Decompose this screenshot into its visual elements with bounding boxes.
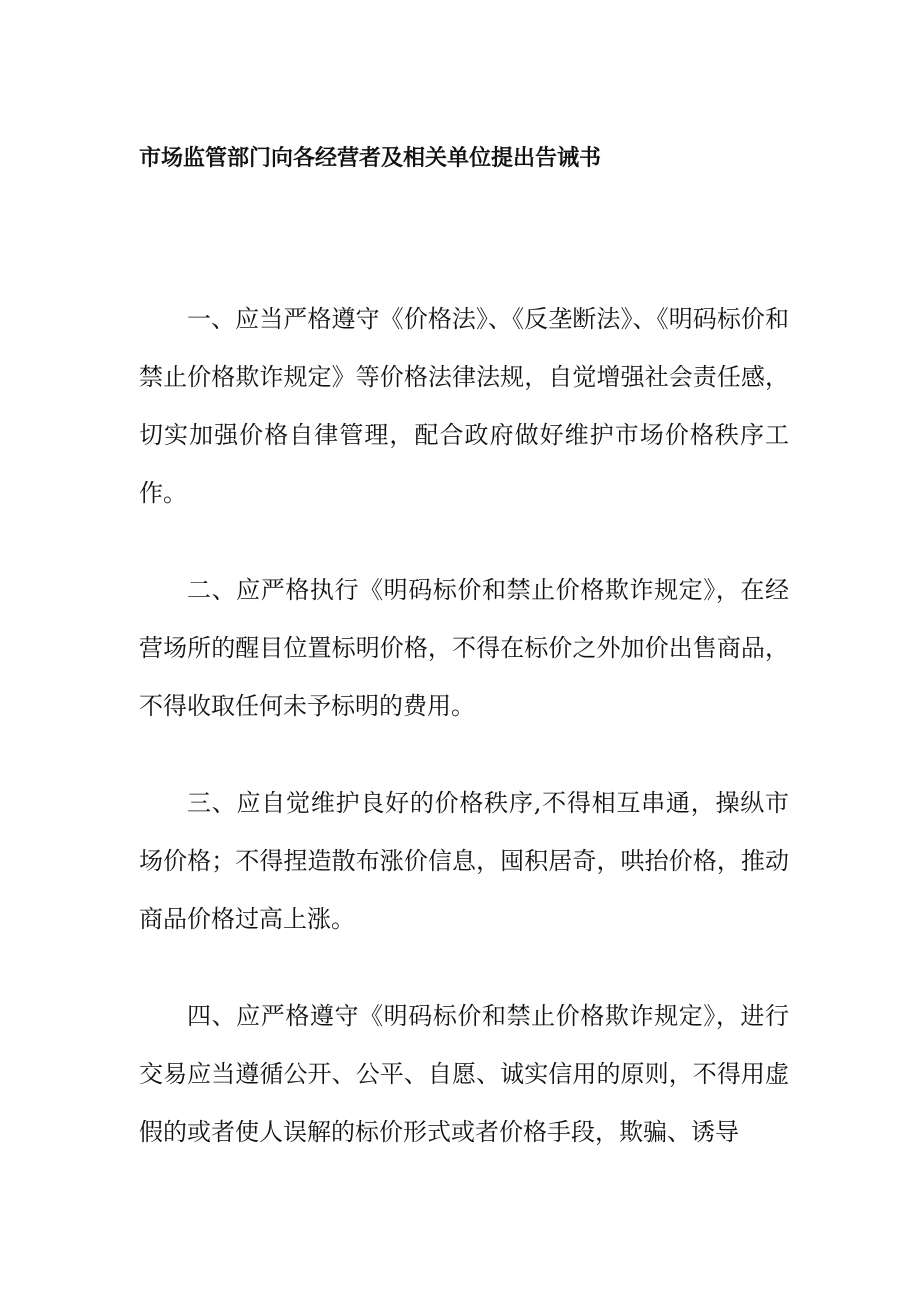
paragraph-3: 三、应自觉维护良好的价格秩序,不得相互串通，操纵市场价格；不得捏造散布涨价信息，囤积居奇，哄抬价格，推动商品价格过高上涨。 <box>139 789 789 933</box>
document-body <box>139 290 789 1161</box>
document-title: 市场监管部门向各经营者及相关单位提出告诫书 <box>139 146 602 171</box>
paragraph-2: 二、应严格执行《明码标价和禁止价格欺诈规定》，在经营场所的醒目位置标明价格，不得在标价之外加价出售商品，不得收取任何未予标明的费用。 <box>139 576 789 720</box>
paragraph-4: 四、应严格遵守《明码标价和禁止价格欺诈规定》，进行交易应当遵循公开、公平、自愿、诚实信用的原则，不得用虚假的或者使人误解的标价形式或者价格手段，欺骗、诱导 <box>139 1002 789 1146</box>
paragraph-1: 一、应当严格遵守《价格法》、《反垄断法》、《明码标价和禁止价格欺诈规定》等价格法律法规，自觉增强社会责任感，切实加强价格自律管理，配合政府做好维护市场价格秩序工作。 <box>139 305 789 507</box>
